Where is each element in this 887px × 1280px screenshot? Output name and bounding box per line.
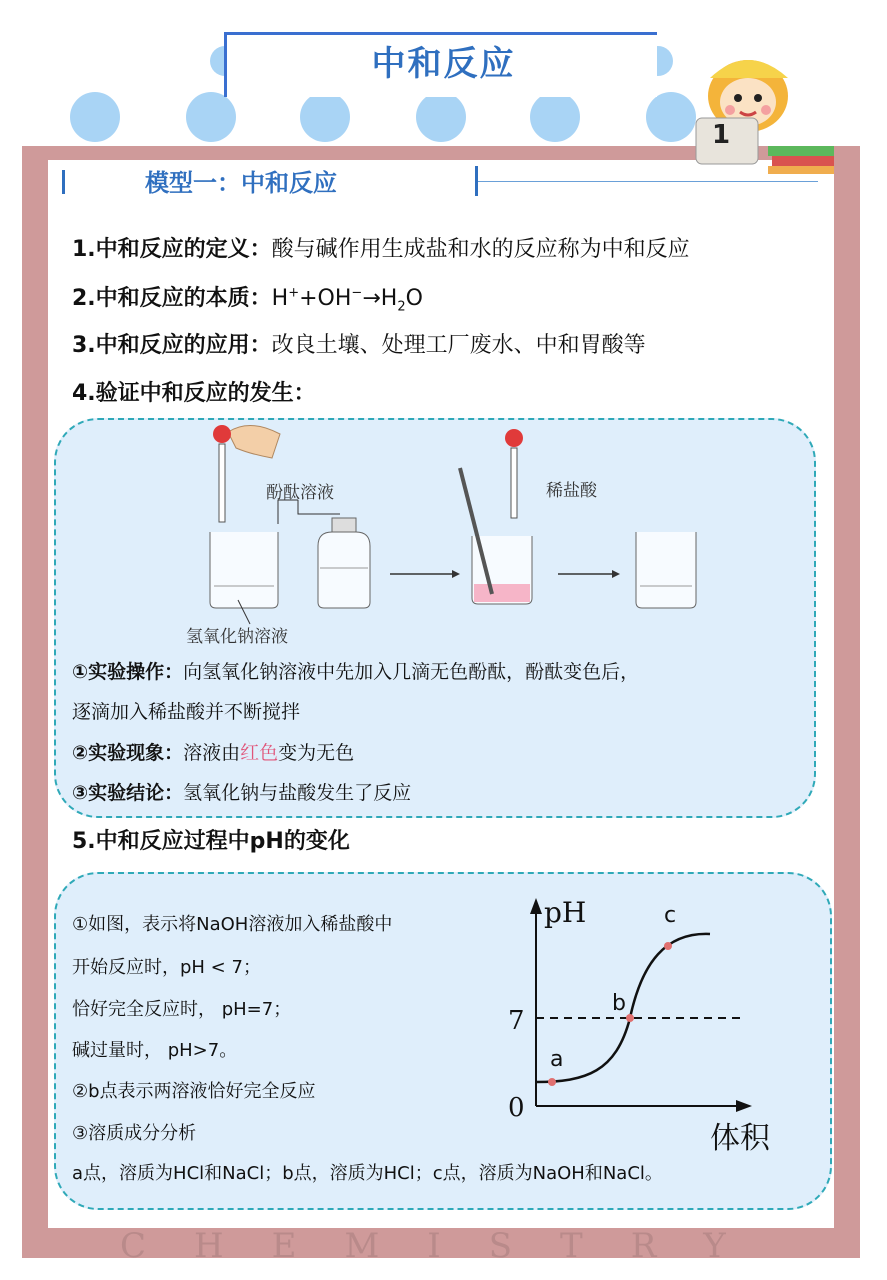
experiment-illustration: [180, 418, 740, 648]
decor-dot: [186, 92, 236, 142]
exp-phenomenon-a: 溶液由: [183, 742, 241, 764]
item-verify-label: 4.验证中和反应的发生：: [72, 381, 316, 406]
mascot-badge-number: 1: [712, 120, 731, 150]
ph-line-7: a点，溶质为HCl和NaCl；b点，溶质为HCl；c点，溶质为NaOH和NaCl。: [72, 1163, 663, 1184]
exp-phenomenon-b: 变为无色: [278, 742, 355, 764]
exp-conclusion-text: 氢氧化钠与盐酸发生了反应: [183, 782, 412, 804]
label-sodium-hydroxide: 氢氧化钠溶液: [186, 627, 288, 647]
chart-ylabel: pH: [544, 896, 587, 929]
item-definition-text: 酸与碱作用生成盐和水的反应称为中和反应: [271, 237, 690, 262]
item-definition-label: 1.中和反应的定义：: [72, 237, 272, 262]
chart-x-arrow: [736, 1100, 752, 1112]
exp-operation-label: ①实验操作：: [72, 661, 184, 683]
chart-y-arrow: [530, 898, 542, 914]
formula-sub: 2: [397, 299, 406, 315]
formula-o: O: [405, 286, 423, 311]
exp-phenomenon: [72, 738, 354, 765]
ph-line-6: ③溶质成分分析: [72, 1123, 197, 1144]
monkey-mascot-icon: [688, 48, 838, 176]
chart-tick-0: 0: [508, 1093, 525, 1123]
exp-phenomenon-label: ②实验现象：: [72, 742, 184, 764]
item-essence: [72, 281, 423, 314]
item-verify: [72, 376, 316, 407]
decor-dot: [416, 92, 466, 142]
heading-rule: [478, 181, 818, 182]
formula-plus: +: [288, 285, 300, 301]
formula-oh: +OH: [299, 286, 352, 311]
heading-left-bar: [62, 170, 65, 194]
decor-dot: [70, 92, 120, 142]
exp-conclusion: [72, 778, 411, 805]
footer-watermark: CHEMISTRY: [120, 1226, 774, 1266]
item-ph-change-label: 5.中和反应过程中pH的变化: [72, 829, 350, 854]
exp-operation-cont: 逐滴加入稀盐酸并不断搅拌: [72, 701, 301, 723]
formula-minus: −: [351, 285, 363, 301]
label-hydrochloric-acid: 稀盐酸: [546, 481, 597, 501]
item-essence-label: 2.中和反应的本质：: [72, 286, 272, 311]
chart-point-a: [548, 1078, 556, 1086]
ph-line-2: 开始反应时，pH < 7；: [72, 957, 261, 978]
exp-conclusion-label: ③实验结论：: [72, 782, 184, 804]
chart-tick-7: 7: [508, 1006, 525, 1036]
formula-arrow: →H: [362, 286, 398, 311]
exp-operation: [72, 657, 639, 684]
chart-label-c: c: [664, 903, 677, 928]
formula-h: H: [271, 286, 289, 311]
model-heading: 模型一：中和反应: [145, 169, 337, 197]
label-phenolphthalein: 酚酞溶液: [266, 483, 334, 503]
item-application-text: 改良土壤、处理工厂废水、中和胃酸等: [271, 333, 646, 358]
chart-label-a: a: [550, 1047, 564, 1072]
item-application-label: 3.中和反应的应用：: [72, 333, 272, 358]
ph-line-1: ①如图，表示将NaOH溶液加入稀盐酸中: [72, 914, 393, 935]
exp-operation-text: 向氢氧化钠溶液中先加入几滴无色酚酞，酚酞变色后，: [183, 661, 640, 683]
ph-line-5: ②b点表示两溶液恰好完全反应: [72, 1081, 316, 1102]
decor-dot: [530, 92, 580, 142]
decor-dot: [300, 92, 350, 142]
ph-chart: [496, 892, 796, 1162]
chart-point-b: [626, 1014, 634, 1022]
exp-phenomenon-red: 红色: [240, 742, 279, 764]
item-ph-change: [72, 824, 350, 855]
page-title: 中和反应: [371, 44, 516, 84]
ph-line-3: 恰好完全反应时， pH=7；: [72, 999, 292, 1020]
item-definition: [72, 232, 690, 263]
chart-point-c: [664, 942, 672, 950]
item-application: [72, 328, 646, 359]
chart-label-b: b: [612, 991, 626, 1016]
ph-line-4: 碱过量时， pH>7。: [72, 1040, 238, 1061]
chart-xlabel: 体积: [710, 1121, 770, 1156]
